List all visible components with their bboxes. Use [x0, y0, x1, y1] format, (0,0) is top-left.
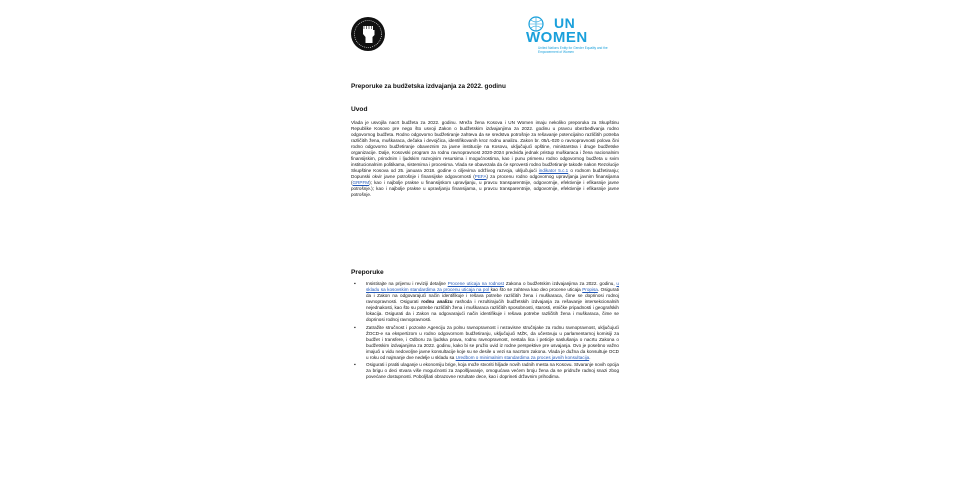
un-women-logo: [526, 16, 622, 54]
rec-text: Zakona o budžetskim izdvajanjima za 2022. godinu,: [504, 281, 617, 286]
un-women-subtitle: United Nations Entity for Gender Equality and the Empowerment of Women: [538, 46, 608, 54]
bullet-icon: ▪: [354, 281, 356, 287]
grpfm-link[interactable]: GRPFM: [352, 180, 370, 185]
regulations-link[interactable]: Propisa: [582, 287, 598, 292]
gender-impact-link[interactable]: Procene uticaja na rodnost: [447, 281, 504, 286]
intro-text: ); kao i najbolјe prakse u finansijskom upravljanju, u pravcu transparentnije, odgovornije, efektivnije i efikasnije javne potrošnje.); kao i najbolјe prakse u upravljanju finansijama, u pravcu transparentnije, odgovornije, efektivnije i efikasnije javne potrošnje.: [351, 180, 619, 197]
bullet-icon: ▪: [354, 324, 356, 331]
rec-text: Insistirajte na prijemu i reviziji detaljne: [366, 281, 448, 286]
recommendation-item: [351, 325, 619, 361]
recommendations-list: [351, 281, 619, 382]
bullet-icon: ▪: [354, 362, 356, 368]
recommendation-item: [351, 362, 619, 380]
recommendations-heading: Preporuke: [351, 269, 384, 276]
gender-analysis-bold: rodnu analizu: [421, 299, 453, 304]
rec-text: .: [589, 354, 591, 360]
raised-fist-icon: [350, 16, 386, 52]
women-wordmark: WOMEN: [526, 29, 588, 46]
un-wordmark: UN: [554, 15, 576, 31]
kosovo-standards-link[interactable]: u skladu sa kosovskim standardima za procenu uticaja na pol: [366, 281, 619, 292]
document-title: Preporuke za budžetska izdvajanja za 2022. godinu: [351, 83, 506, 90]
recommendation-item: [351, 281, 619, 323]
fist-emblem-logo: [350, 16, 386, 52]
indicator-link[interactable]: indikator 5.c.1: [538, 168, 569, 173]
rec-text: Osigurati i pratiti ulaganje u ekonomiju brige, koja može stvoriti hilјade novih radnih mesta na Kosovu. Stvaranje novih opcija za brigu o deci stvara više mogućnosti za zapošljavanje, omogućava većem broju žena da se pridruže radnoj snazi zbog povećane dostupnosti. Poboljšati obrazovne rezultate dece, kao i doprineti državnim prihodima.: [366, 362, 619, 379]
intro-paragraph: [351, 120, 619, 198]
intro-heading: Uvod: [351, 106, 368, 113]
rec-text: rashoda i rezultirajućih budžetskih izdvajanja za rešavanje intersekcionalnih nejednakosti, kao što su potrebe različitih žena i muškaraca različitih sposobnosti, starosti, etničke pripadnosti i geografskih lokacija. Osigurati da i Zakon na odgovarajući način identifikuje i rešava potrebe različitih žena i muškaraca, čime se doprinosi rodnoj ravnopravnosti.: [366, 299, 620, 322]
pefa-link[interactable]: PEFA: [474, 174, 487, 179]
consultation-regulation-link[interactable]: Uredbom o minimalnim standardima za proces javnih konsultacija: [455, 354, 590, 360]
rec-text: . Osigurati da i Zakon na odgovarajući način identifikuje i rešava potrebe različitih žena i muškaraca, čime se doprinosi rodnoj ravnopravnosti. Osigurati: [366, 287, 619, 304]
intro-text: Vlada je usvojila nacrt budžeta za 2022. godinu. Mreža žena Kosova i UN Women imaju nekoliko preporuka za Skupštinu Republike Kosovo pre nego što usvoji Zakon o budžetskim izdvajanjima za 2022. godinu u pravcu obezbeđivanja rodno odgovornog budžeta. Rodno odgovorno budžetiranje zahteva da se sredstva potrošnje za rešavanje potencijalno različitih potreba različitih žena, muškaraca, dečaka i devojčica, identifikovanih kroz rodnu analizu. Zakon br. 05/L-020 o ravnopravnosti polova čini rodno odgovorno budžetiranje obaveznim za javne institucije na Kosovu, uključujući opštine, ministarstva i druge budžetske organizacije. Dalje, Kosovski program za rodnu ravnopravnost 2020-2024 predviđa jednak pristup muškaraca i žena nacionalnim finansijskim, prirodnim i ljudskim razvojnim resursima i mogućnostima, kao i punu primenu rodno odgovornog budžeta u svim institucionalnim politikama, sistemima i procesima. Vlada se obavezala da će sprovesti rodno budžetiranje takođe nakon Rezolucije Skupštine Kosova od 25. januara 2018. godine o cilјevima održivog razvoja, uključujući: [351, 120, 619, 173]
intro-text: o rodnom budžetiranju; Dopunski okvir javne potrošnje i finansijske odgovornosti (: [351, 168, 619, 179]
document-page: [330, 0, 630, 500]
intro-text: ) za procenu rodno odgovornog upravlјanja javnim finansijama (: [351, 174, 619, 185]
rec-text: Zatražite stručnost i pozovite Agenciju za polnu ravnopravnost i nezavisne stručnjake za rodnu ravnopravnost, uključujući ŽOCD-e sa ekspertizom u rodno odgovornom budžetiranju, uključujući MŽK, da učestvuju u parlamentarnoj komisiji za budžet i transfere, i Odboru za ljudska prava, rodnu ravnopravnost, nestala lica i peticije saslušanja o nacrtu Zakona o budžetskim izdvajanjima za 2022. godinu, kako bi se pružio uvid iz rodne perspektive pre usvajanja. Ovo je posebno važno imajući u vidu nedovolјne javne konsultacije koje su se desile u vezi sa nacrtom zakona. Vlada je dužna da konsultuje OCD u roku od najmanje dve nedelјe u skladu sa: [366, 324, 619, 360]
rec-text: kao što se zahteva kao deo procene uticaja: [490, 287, 583, 292]
